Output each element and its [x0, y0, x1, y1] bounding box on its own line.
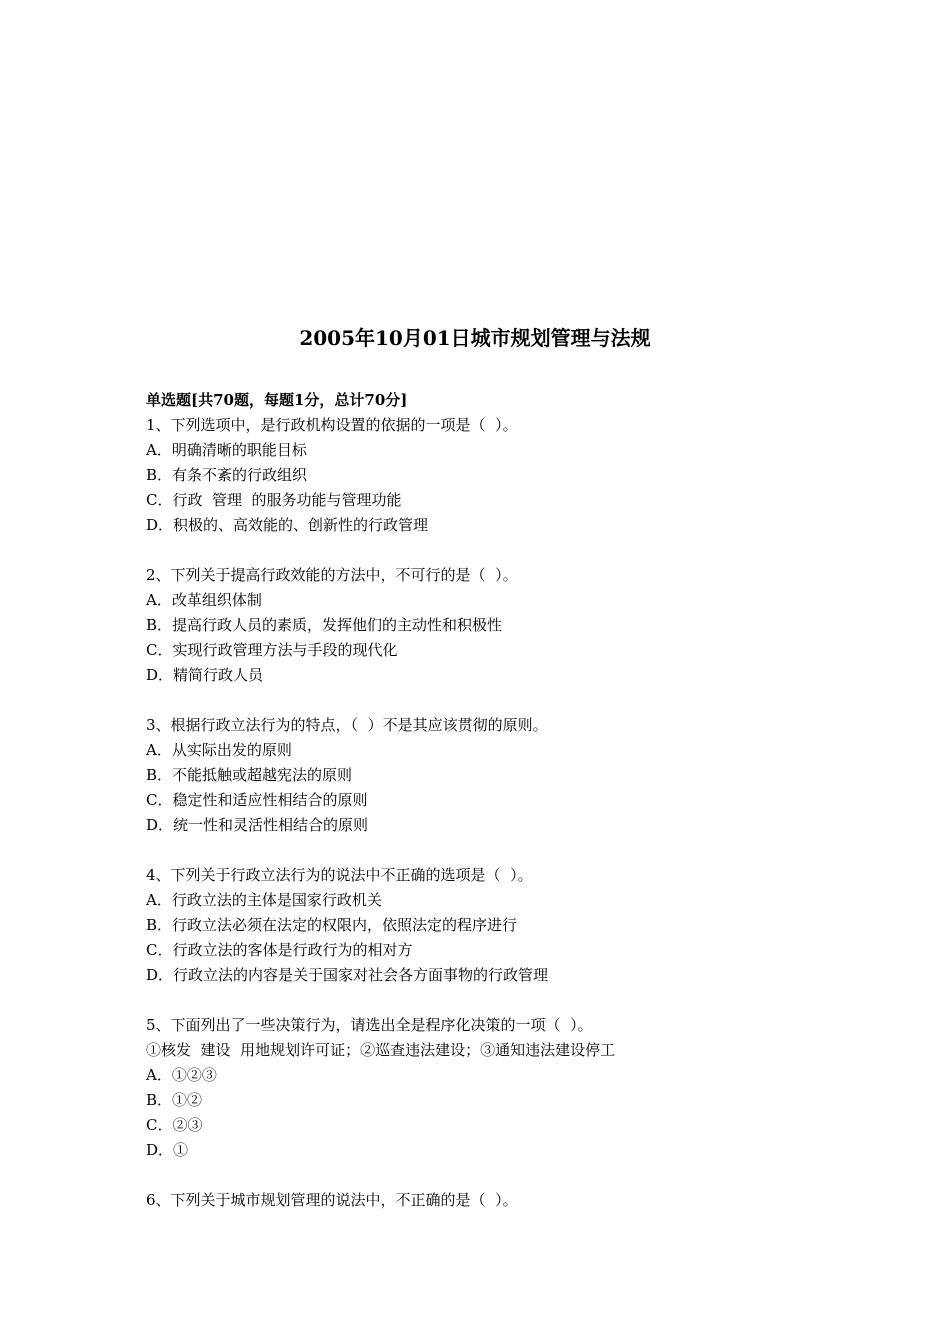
- option-b: B．有条不紊的行政组织: [146, 466, 308, 484]
- option-d: D．①: [146, 1141, 189, 1159]
- option-b: B．不能抵触或超越宪法的原则: [146, 766, 353, 784]
- option-d: D．统一性和灵活性相结合的原则: [146, 816, 369, 834]
- question-1: [146, 413, 846, 538]
- option-c: C．行政 管理 的服务功能与管理功能: [146, 491, 402, 509]
- option-d: D．精简行政人员: [146, 666, 264, 684]
- option-a: A．明确清晰的职能目标: [146, 441, 307, 459]
- question-2: [146, 563, 846, 688]
- option-a: A．改革组织体制: [146, 591, 262, 609]
- document-body: [146, 388, 846, 1238]
- question-stem: 2、下列关于提高行政效能的方法中，不可行的是（ ）。: [146, 566, 518, 584]
- option-d: D．积极的、高效能的、创新性的行政管理: [146, 516, 429, 534]
- option-c: C．实现行政管理方法与手段的现代化: [146, 641, 398, 659]
- question-6: [146, 1188, 846, 1213]
- option-a: A．行政立法的主体是国家行政机关: [146, 891, 382, 909]
- option-c: C．稳定性和适应性相结合的原则: [146, 791, 368, 809]
- question-4: [146, 863, 846, 988]
- question-stem: 3、根据行政立法行为的特点，（ ）不是其应该贯彻的原则。: [146, 716, 548, 734]
- question-3: [146, 713, 846, 838]
- question-stem: 1、下列选项中，是行政机构设置的依据的一项是（ ）。: [146, 416, 518, 434]
- option-b: B．行政立法必须在法定的权限内，依照法定的程序进行: [146, 916, 518, 934]
- option-c: C．②③: [146, 1116, 203, 1134]
- option-a: A．从实际出发的原则: [146, 741, 292, 759]
- option-d: D．行政立法的内容是关于国家对社会各方面事物的行政管理: [146, 966, 549, 984]
- option-c: C．行政立法的客体是行政行为的相对方: [146, 941, 413, 959]
- option-a: A．①②③: [146, 1066, 217, 1084]
- option-b: B．①②: [146, 1091, 203, 1109]
- question-stem: 5、下面列出了一些决策行为，请选出全是程序化决策的一项（ ）。: [146, 1016, 593, 1034]
- section-header: 单选题[共70题，每题1分，总计70分]: [146, 391, 408, 409]
- question-stem: 4、下列关于行政立法行为的说法中不正确的选项是（ ）。: [146, 866, 533, 884]
- question-note: ①核发 建设 用地规划许可证；②巡查违法建设；③通知违法建设停工: [146, 1041, 616, 1059]
- document-title: 2005年10月01日城市规划管理与法规: [299, 326, 651, 350]
- question-5: [146, 1013, 846, 1163]
- question-stem: 6、下列关于城市规划管理的说法中，不正确的是（ ）。: [146, 1191, 518, 1209]
- option-b: B．提高行政人员的素质，发挥他们的主动性和积极性: [146, 616, 503, 634]
